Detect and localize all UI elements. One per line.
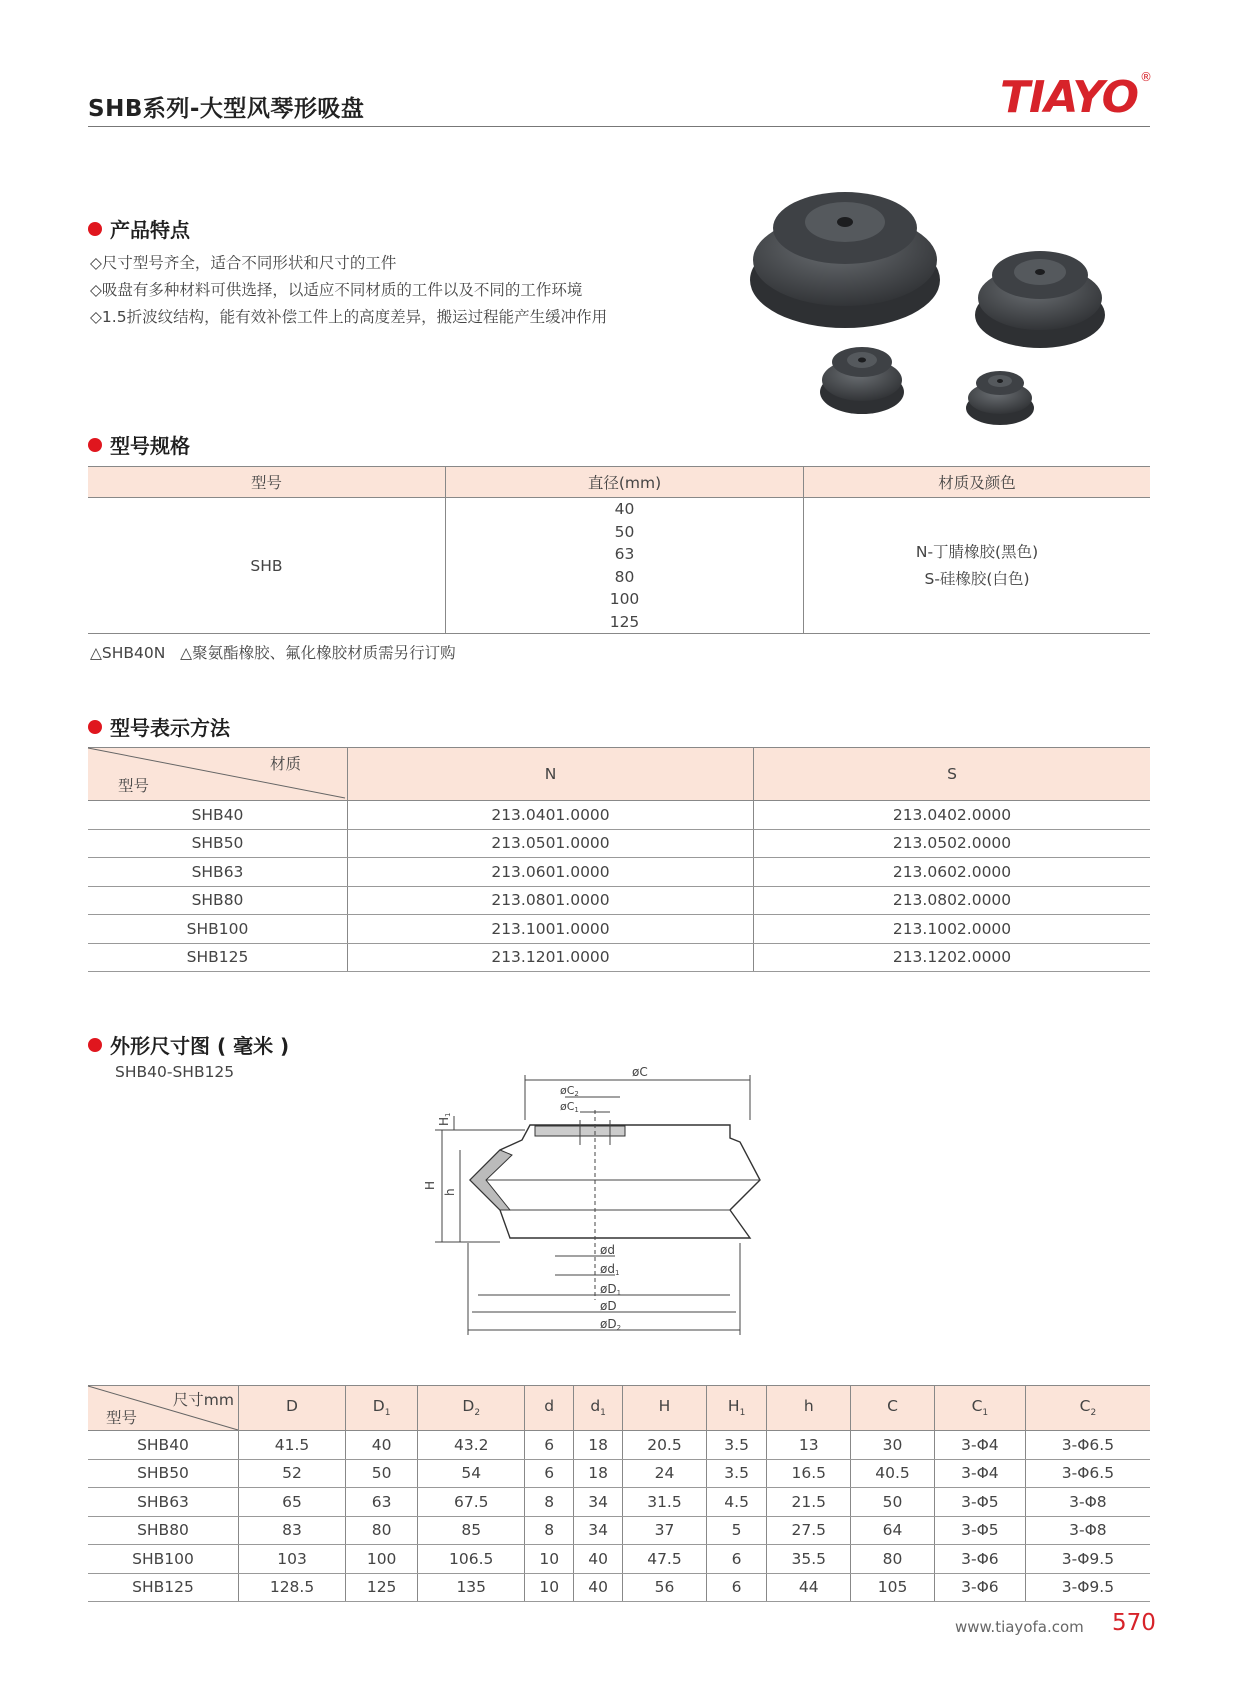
dims-value: 10 <box>525 1545 574 1574</box>
table-row <box>88 858 1150 887</box>
spec-heading <box>88 430 190 459</box>
dims-col-header: $D_1$ <box>346 1386 418 1431</box>
spec-header-model: 型号 <box>88 467 446 498</box>
table-row <box>88 943 1150 972</box>
code-model: SHB100 <box>88 915 348 944</box>
dims-value: 44 <box>767 1573 851 1602</box>
dims-value: 106.5 <box>418 1545 525 1574</box>
header-divider <box>88 126 1150 127</box>
suction-cup-medium <box>975 251 1105 348</box>
table-row <box>88 1431 1150 1460</box>
dims-value: 50 <box>851 1488 935 1517</box>
dims-col-header: h <box>767 1386 851 1431</box>
feature-item: ◇吸盘有多种材料可供选择，以适应不同材质的工件以及不同的工作环境 <box>90 281 583 299</box>
dims-value: 6 <box>706 1573 767 1602</box>
label-C1: øC1 <box>560 1100 579 1114</box>
dims-value: 24 <box>623 1459 707 1488</box>
label-d: ød <box>600 1243 615 1257</box>
dims-value: 3-Φ6 <box>934 1545 1025 1574</box>
dims-value: 18 <box>574 1431 623 1460</box>
dims-col-header: D <box>239 1386 346 1431</box>
dims-value: 85 <box>418 1516 525 1545</box>
dims-value: 21.5 <box>767 1488 851 1517</box>
code-s: 213.0602.0000 <box>754 858 1151 887</box>
spec-note: △SHB40N △聚氨酯橡胶、氟化橡胶材质需另行订购 <box>90 644 456 662</box>
dims-value: 40.5 <box>851 1459 935 1488</box>
codes-corner-top: 材质 <box>269 755 301 773</box>
label-C: øC <box>632 1065 648 1079</box>
page-title: SHB系列-大型风琴形吸盘 <box>88 96 365 122</box>
dims-value: 56 <box>623 1573 707 1602</box>
dims-value: 103 <box>239 1545 346 1574</box>
codes-table <box>88 747 1150 972</box>
table-row <box>88 1516 1150 1545</box>
dims-value: 34 <box>574 1516 623 1545</box>
features-heading <box>88 214 190 243</box>
dims-value: 3-Φ9.5 <box>1025 1573 1150 1602</box>
dims-value: 3-Φ4 <box>934 1459 1025 1488</box>
dims-col-header: $C_2$ <box>1025 1386 1150 1431</box>
dims-value: 135 <box>418 1573 525 1602</box>
feature-item: ◇1.5折波纹结构，能有效补偿工件上的高度差异，搬运过程能产生缓冲作用 <box>90 308 608 326</box>
diameter-value: 40 <box>614 500 635 518</box>
dims-value: 3-Φ5 <box>934 1488 1025 1517</box>
spec-header-material: 材质及颜色 <box>804 467 1151 498</box>
dims-col-header: $C_1$ <box>934 1386 1025 1431</box>
dims-col-header: d <box>525 1386 574 1431</box>
dims-value: 34 <box>574 1488 623 1517</box>
label-D1: øD1 <box>600 1282 622 1297</box>
table-row <box>88 801 1150 830</box>
dims-col-header: $d_1$ <box>574 1386 623 1431</box>
dims-value: 65 <box>239 1488 346 1517</box>
bullet-icon <box>88 222 102 236</box>
features-heading-text: 产品特点 <box>110 218 190 242</box>
dims-value: 6 <box>706 1545 767 1574</box>
dims-value: 8 <box>525 1516 574 1545</box>
dims-value: 43.2 <box>418 1431 525 1460</box>
table-row <box>88 1545 1150 1574</box>
dims-value: 3-Φ6 <box>934 1573 1025 1602</box>
diameter-value: 125 <box>609 612 640 631</box>
dims-value: 63 <box>346 1488 418 1517</box>
dims-value: 47.5 <box>623 1545 707 1574</box>
code-n: 213.0501.0000 <box>348 829 754 858</box>
dims-value: 35.5 <box>767 1545 851 1574</box>
dims-value: 4.5 <box>706 1488 767 1517</box>
diameter-value: 63 <box>614 545 635 563</box>
dims-value: 37 <box>623 1516 707 1545</box>
code-s: 213.0802.0000 <box>754 886 1151 915</box>
material-value: N-丁腈橡胶(黑色) <box>915 542 1039 561</box>
spec-heading-text: 型号规格 <box>110 434 190 458</box>
dims-value: 27.5 <box>767 1516 851 1545</box>
dims-value: 80 <box>851 1545 935 1574</box>
codes-heading-text: 型号表示方法 <box>110 716 230 740</box>
code-n: 213.0601.0000 <box>348 858 754 887</box>
dims-value: 3.5 <box>706 1459 767 1488</box>
dims-value: 41.5 <box>239 1431 346 1460</box>
dims-value: 3.5 <box>706 1431 767 1460</box>
dims-value: 13 <box>767 1431 851 1460</box>
code-s: 213.0402.0000 <box>754 801 1151 830</box>
spec-model: SHB <box>88 498 446 634</box>
dims-col-header: C <box>851 1386 935 1431</box>
table-row <box>88 915 1150 944</box>
dims-value: 3-Φ5 <box>934 1516 1025 1545</box>
codes-col-s: S <box>754 748 1151 801</box>
table-row <box>88 1459 1150 1488</box>
diameter-value: 80 <box>614 567 635 586</box>
dims-value: 6 <box>525 1459 574 1488</box>
dims-value: 8 <box>525 1488 574 1517</box>
dims-corner-bottom: 型号 <box>106 1409 138 1427</box>
codes-corner-bottom: 型号 <box>118 777 150 795</box>
code-n: 213.0801.0000 <box>348 886 754 915</box>
label-D: øD <box>600 1299 617 1313</box>
dims-value: 16.5 <box>767 1459 851 1488</box>
dims-model: SHB40 <box>88 1431 239 1460</box>
registered-mark: ® <box>1140 70 1152 84</box>
spec-diameters <box>446 498 804 634</box>
code-s: 213.1002.0000 <box>754 915 1151 944</box>
code-n: 213.1201.0000 <box>348 943 754 972</box>
dims-value: 64 <box>851 1516 935 1545</box>
dims-model: SHB50 <box>88 1459 239 1488</box>
label-C2: øC2 <box>560 1084 579 1098</box>
spec-header-diameter: 直径(mm) <box>446 467 804 498</box>
dims-value: 3-Φ4 <box>934 1431 1025 1460</box>
code-s: 213.0502.0000 <box>754 829 1151 858</box>
label-h: h <box>443 1188 457 1196</box>
footer-url[interactable]: www.tiayofa.com <box>955 1618 1084 1636</box>
code-s: 213.1202.0000 <box>754 943 1151 972</box>
drawing-subtitle: SHB40-SHB125 <box>115 1063 235 1081</box>
dimension-drawing <box>423 1060 810 1360</box>
code-model: SHB50 <box>88 829 348 858</box>
dims-value: 18 <box>574 1459 623 1488</box>
dims-value: 31.5 <box>623 1488 707 1517</box>
drawing-heading <box>88 1030 289 1059</box>
dims-value: 40 <box>574 1573 623 1602</box>
label-D2: øD2 <box>600 1317 622 1332</box>
product-photo <box>750 180 1130 440</box>
dims-value: 3-Φ6.5 <box>1025 1459 1150 1488</box>
dims-value: 83 <box>239 1516 346 1545</box>
dims-value: 67.5 <box>418 1488 525 1517</box>
feature-item: ◇尺寸型号齐全，适合不同形状和尺寸的工件 <box>90 254 397 272</box>
suction-cup-small <box>820 347 904 414</box>
dims-value: 52 <box>239 1459 346 1488</box>
dims-value: 100 <box>346 1545 418 1574</box>
codes-col-n: N <box>348 748 754 801</box>
dims-model: SHB63 <box>88 1488 239 1517</box>
label-H1: H1 <box>437 1112 452 1126</box>
code-n: 213.1001.0000 <box>348 915 754 944</box>
dims-col-header: H <box>623 1386 707 1431</box>
dims-value: 30 <box>851 1431 935 1460</box>
dims-value: 50 <box>346 1459 418 1488</box>
dims-value: 125 <box>346 1573 418 1602</box>
dims-model: SHB100 <box>88 1545 239 1574</box>
bullet-icon <box>88 438 102 452</box>
dims-corner-cell <box>88 1386 239 1431</box>
dims-col-header: $D_2$ <box>418 1386 525 1431</box>
dims-value: 3-Φ6.5 <box>1025 1431 1150 1460</box>
drawing-heading-text: 外形尺寸图 ( 毫米 ) <box>110 1034 290 1058</box>
codes-corner-cell <box>88 748 348 801</box>
dims-corner-top: 尺寸mm <box>172 1391 234 1409</box>
dims-value: 10 <box>525 1573 574 1602</box>
page-number: 570 <box>1112 1610 1156 1636</box>
code-model: SHB125 <box>88 943 348 972</box>
dims-value: 3-Φ8 <box>1025 1516 1150 1545</box>
dims-col-header: $H_1$ <box>706 1386 767 1431</box>
table-row <box>88 829 1150 858</box>
dims-value: 128.5 <box>239 1573 346 1602</box>
dims-value: 40 <box>574 1545 623 1574</box>
code-model: SHB40 <box>88 801 348 830</box>
material-value: S-硅橡胶(白色) <box>924 569 1030 588</box>
dims-value: 105 <box>851 1573 935 1602</box>
table-row <box>88 1488 1150 1517</box>
diameter-value: 100 <box>609 590 640 608</box>
dims-value: 5 <box>706 1516 767 1545</box>
dims-model: SHB80 <box>88 1516 239 1545</box>
spec-materials <box>804 498 1151 634</box>
label-d1: ød1 <box>600 1262 620 1277</box>
dims-table <box>88 1385 1150 1602</box>
table-row <box>88 886 1150 915</box>
dims-value: 20.5 <box>623 1431 707 1460</box>
dims-value: 3-Φ8 <box>1025 1488 1150 1517</box>
spec-table <box>88 466 1150 634</box>
code-model: SHB80 <box>88 886 348 915</box>
dims-value: 54 <box>418 1459 525 1488</box>
table-row <box>88 1573 1150 1602</box>
dims-model: SHB125 <box>88 1573 239 1602</box>
dims-value: 40 <box>346 1431 418 1460</box>
dims-value: 80 <box>346 1516 418 1545</box>
bullet-icon <box>88 1038 102 1052</box>
code-n: 213.0401.0000 <box>348 801 754 830</box>
suction-cup-large <box>750 192 940 328</box>
label-H: H <box>423 1180 437 1190</box>
bullet-icon <box>88 720 102 734</box>
codes-heading <box>88 712 230 741</box>
code-model: SHB63 <box>88 858 348 887</box>
brand-logo: TIAYO <box>1000 72 1139 123</box>
dims-value: 6 <box>525 1431 574 1460</box>
diameter-value: 50 <box>614 522 635 541</box>
suction-cup-smallest <box>966 371 1034 425</box>
dims-value: 3-Φ9.5 <box>1025 1545 1150 1574</box>
